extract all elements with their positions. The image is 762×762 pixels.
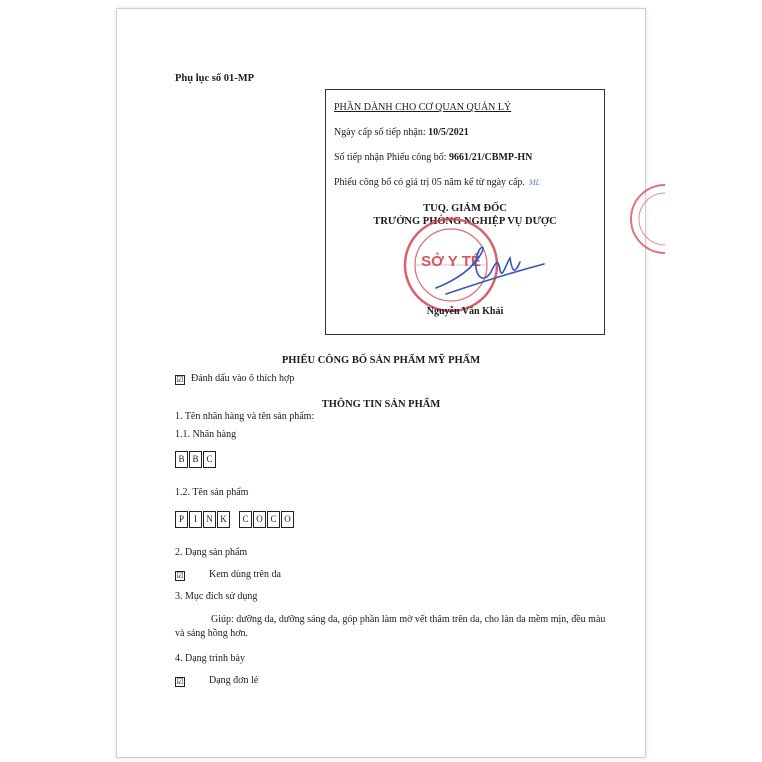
admin-box-header: PHẦN DÀNH CHO CƠ QUAN QUẢN LÝ xyxy=(334,102,512,113)
question-4-answer-line xyxy=(175,675,258,687)
question-4-answer: Dạng đơn lẻ xyxy=(209,675,259,686)
product-letter-cell: K xyxy=(217,511,230,528)
question-1-2: 1.2. Tên sản phẩm xyxy=(175,487,249,498)
signer-name: Nguyễn Văn Khải xyxy=(426,306,504,317)
question-2-answer: Kem dùng trên da xyxy=(209,569,281,580)
question-3-answer: Giúp: dưỡng da, dưỡng sáng da, góp phần làm mờ vết thâm trên da, cho làn da mềm mịn, đều màu và sáng hồng hơn. xyxy=(175,614,606,639)
checkbox-note: Đánh dấu vào ô thích hợp xyxy=(191,373,295,384)
question-1-1: 1.1. Nhãn hàng xyxy=(175,429,237,440)
receipt-number-line xyxy=(334,152,532,163)
validity-text: Phiếu công bố có giá trị 05 năm kể từ ngày cấp. xyxy=(334,177,525,188)
issue-date-value: 10/5/2021 xyxy=(428,127,469,138)
question-1: 1. Tên nhãn hàng và tên sản phẩm: xyxy=(175,411,315,422)
brand-letter-cell: B xyxy=(189,451,202,468)
signature-icon xyxy=(426,240,556,302)
receipt-number-value: 9661/21/CBMP-HN xyxy=(449,152,533,163)
question-2: 2. Dạng sản phẩm xyxy=(175,547,248,558)
admin-box xyxy=(325,89,605,335)
stamp-text: SỞ Y TẾ xyxy=(421,253,481,270)
product-letter-cell: C xyxy=(239,511,252,528)
question-2-answer-line xyxy=(175,569,281,581)
brand-cells xyxy=(175,451,217,468)
authority-title-2: TRƯỞNG PHÒNG NGHIỆP VỤ DƯỢC xyxy=(373,216,557,227)
product-name-cells xyxy=(175,511,295,528)
edge-seal-stamp xyxy=(625,179,665,259)
product-letter-cell: N xyxy=(203,511,216,528)
word-gap xyxy=(231,511,239,528)
authority-title-1: TUQ. GIÁM ĐỐC xyxy=(423,203,507,214)
issue-date-label: Ngày cấp số tiếp nhận: xyxy=(334,127,426,138)
product-letter-cell: C xyxy=(267,511,280,528)
section-title: THÔNG TIN SẢN PHẨM xyxy=(321,399,441,410)
checked-box-icon: ☑ xyxy=(176,375,184,384)
question-4: 4. Dạng trình bày xyxy=(175,653,245,664)
product-letter-cell: P xyxy=(175,511,188,528)
product-letter-cell: O xyxy=(281,511,294,528)
issue-date-line xyxy=(334,127,469,138)
initial-mark: ML xyxy=(528,178,541,187)
validity-line xyxy=(334,177,540,188)
receipt-number-label: Số tiếp nhận Phiếu công bố: xyxy=(334,152,447,163)
checked-box-icon: ☑ xyxy=(176,677,184,686)
annex-label: Phụ lục số 01-MP xyxy=(175,73,255,84)
brand-letter-cell: C xyxy=(203,451,216,468)
checkbox-note-line xyxy=(175,373,294,385)
document-page xyxy=(116,8,646,758)
brand-letter-cell: B xyxy=(175,451,188,468)
form-title: PHIẾU CÔNG BỐ SẢN PHẨM MỸ PHẨM xyxy=(281,355,481,366)
question-3: 3. Mục đích sử dụng xyxy=(175,591,258,602)
checked-box-icon: ☑ xyxy=(176,571,184,580)
product-letter-cell: O xyxy=(253,511,266,528)
product-letter-cell: I xyxy=(189,511,202,528)
